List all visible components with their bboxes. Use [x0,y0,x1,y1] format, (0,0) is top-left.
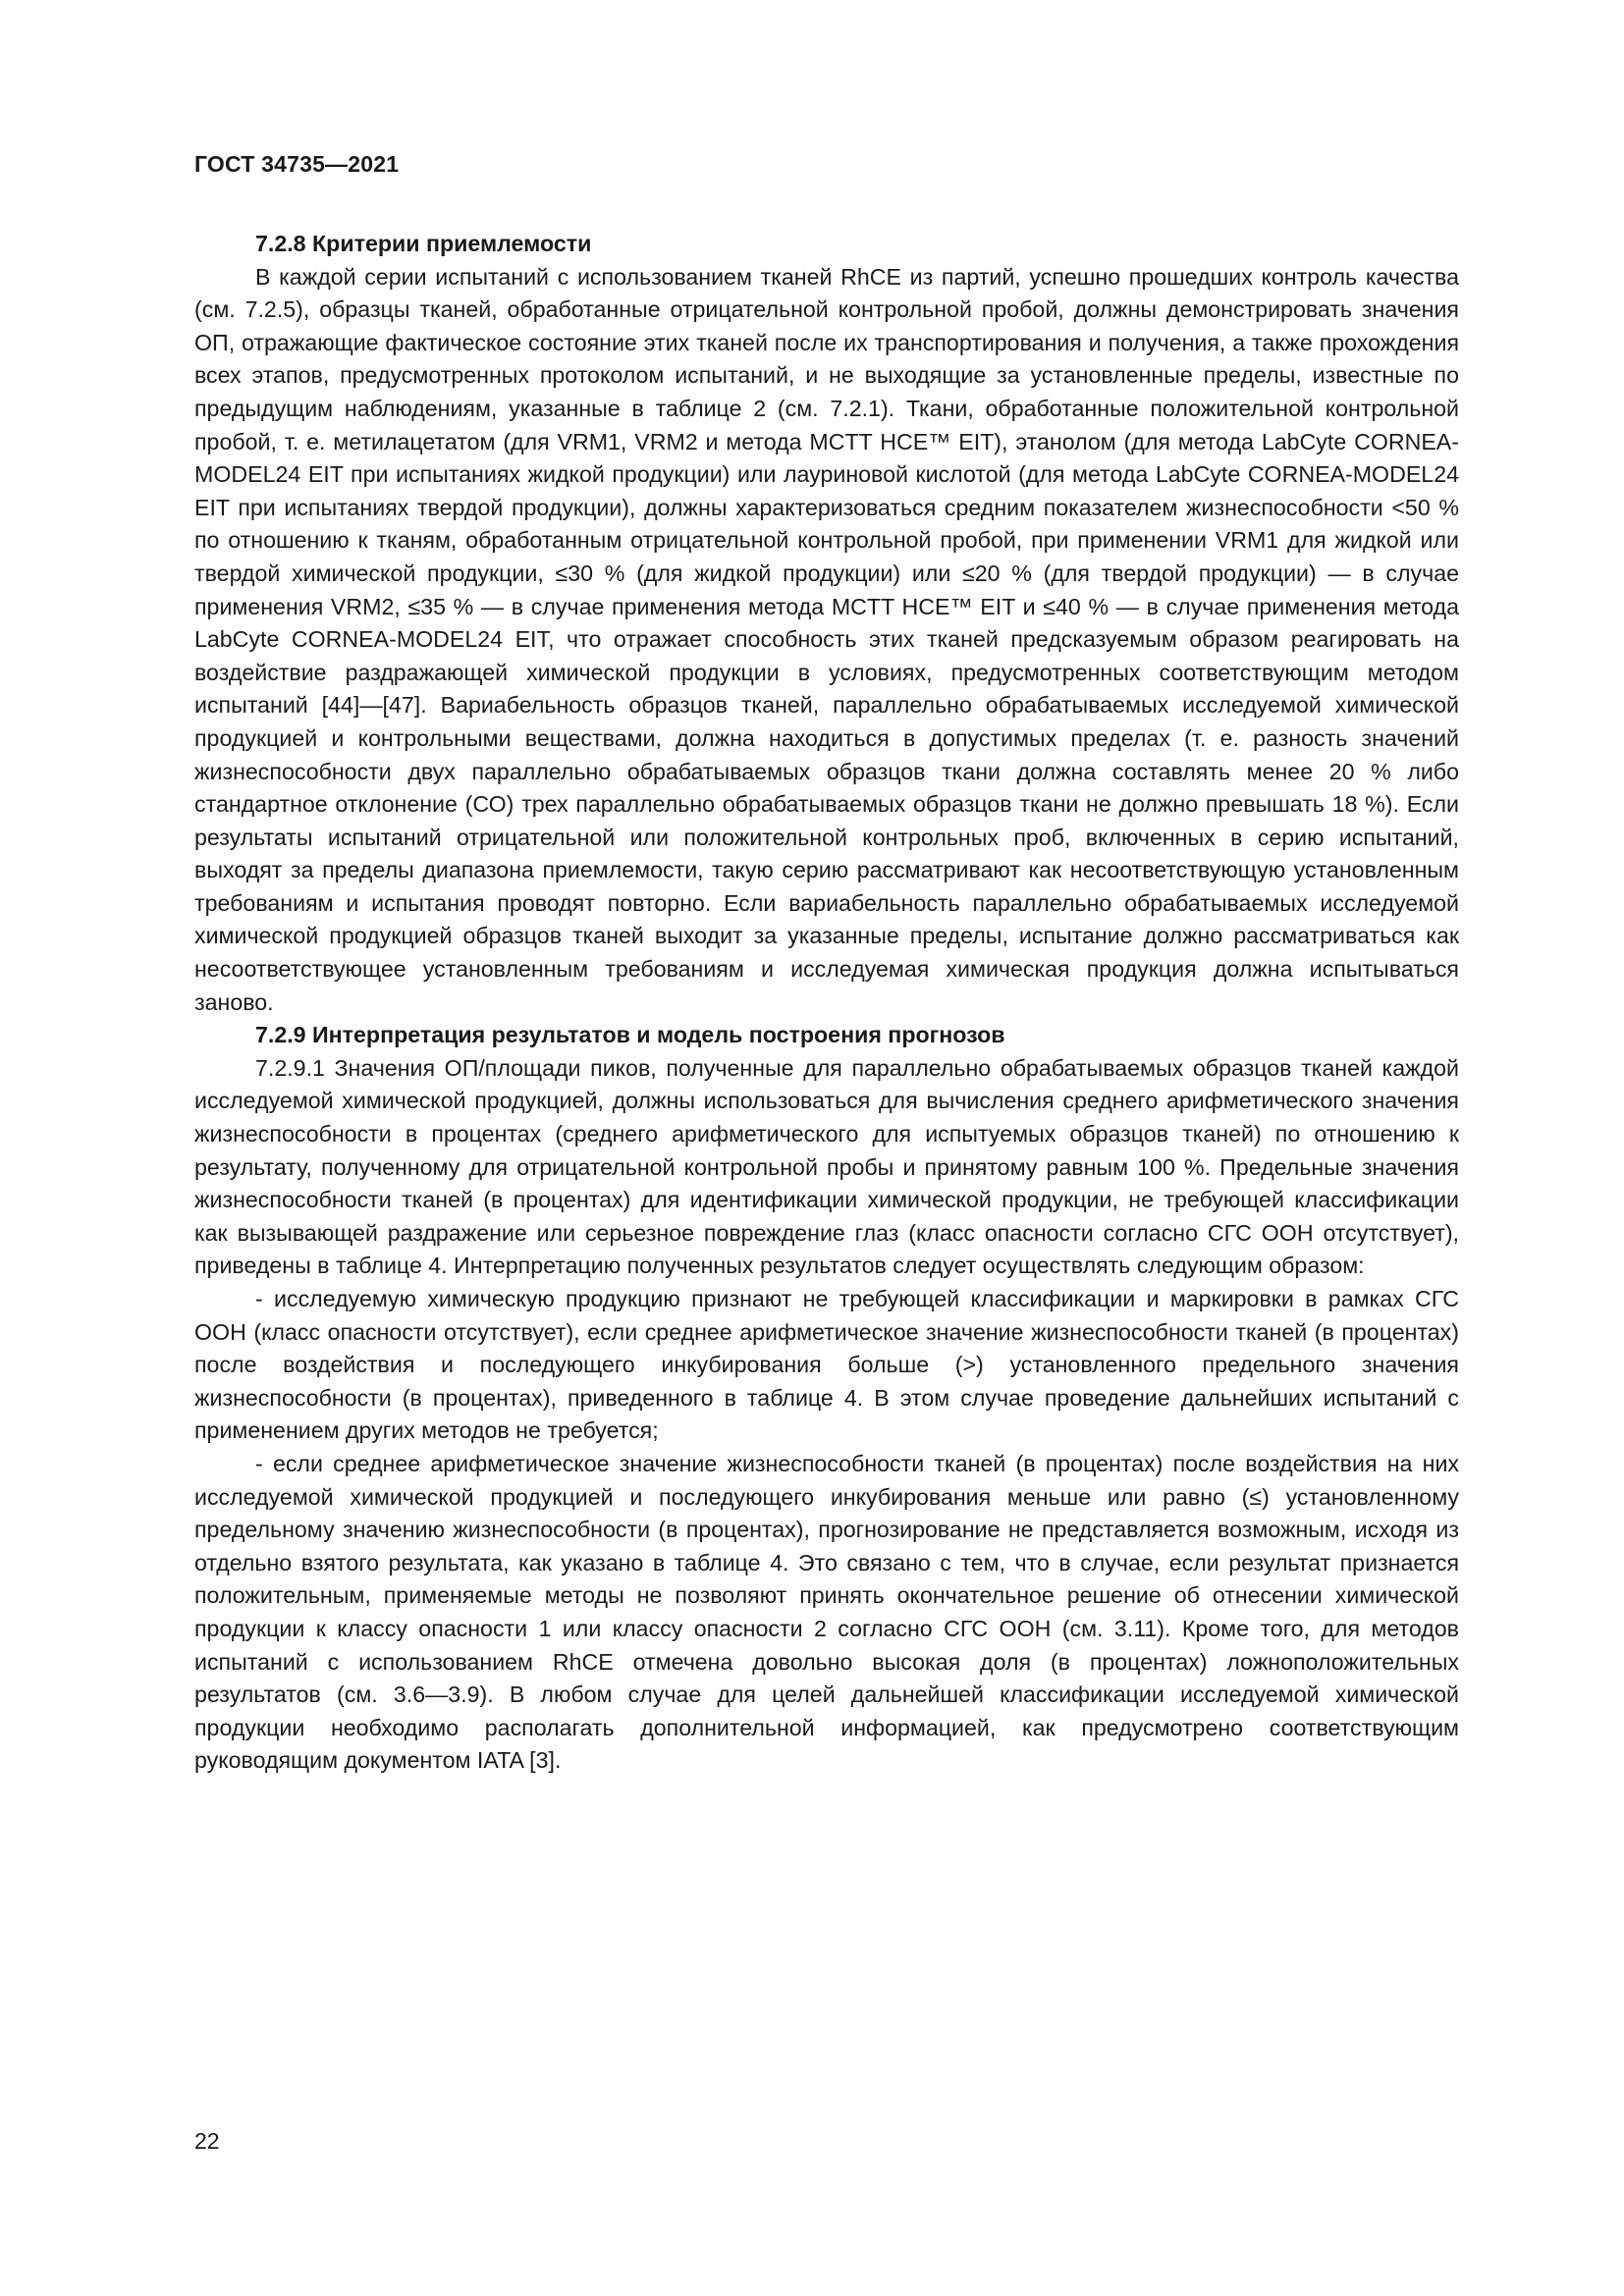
document-body [194,228,1459,1778]
document-code-header: ГОСТ 34735—2021 [194,151,400,177]
paragraph-list-item-2: - если среднее арифметическое значение жизнеспособности тканей (в процентах) после воздействия на них исследуемой химической продукцией и последующего инкубирования меньше или равно (≤) установленному предельному значению жизнеспособности (в процентах), прогнозирование не представляется возможным, исходя из отдельно взятого результата, как указано в таблице 4. Это связано с тем, что в случае, если результат признается положительным, применяемые методы не позволяют принять окончательное решение об отнесении химической продукции к классу опасности 1 или классу опасности 2 согласно СГС ООН (см. 3.11). Кроме того, для методов испытаний с использованием RhCE отмечена довольно высокая доля (в процентах) ложноположительных результатов (см. 3.6—3.9). В любом случае для целей дальнейшей классификации исследуемой химической продукции необходимо располагать дополнительной информацией, как предусмотрено соответствующим руководящим документом IATA [3]. [194,1450,1459,1774]
section-heading-7-2-8: 7.2.8 Критерии приемлемости [255,231,592,256]
paragraph-7-2-9-1: 7.2.9.1 Значения ОП/площади пиков, полученные для параллельно обрабатываемых образцов тканей каждой исследуемой химической продукцией, должны использоваться для вычисления среднего арифметического значения жизнеспособности в процентах (среднего арифметического для испытуемых образцов тканей) по отношению к результату, полученному для отрицательной контрольной пробы и принятому равным 100 %. Предельные значения жизнеспособности тканей (в процентах) для идентификации химической продукции, не требующей классификации как вызывающей раздражение или серьезное повреждение глаз (класс опасности согласно СГС ООН отсутствует), приведены в таблице 4. Интерпретацию полученных результатов следует осуществлять следующим образом: [194,1054,1459,1279]
page-number: 22 [194,2128,220,2154]
paragraph-list-item-1: - исследуемую химическую продукцию признают не требующей классификации и маркировки в рамках СГС ООН (класс опасности отсутствует), если среднее арифметическое значение жизнеспособности тканей (в процентах) после воздействия и последующего инкубирования больше (>) установленного предельного значения жизнеспособности (в процентах), приведенного в таблице 4. В этом случае проведение дальнейших испытаний с применением других методов не требуется; [194,1286,1459,1444]
paragraph-acceptance-criteria: В каждой серии испытаний с использованием тканей RhCE из партий, успешно прошедших контроль качества (см. 7.2.5), образцы тканей, обработанные отрицательной контрольной пробой, должны демонстрировать значения ОП, отражающие фактическое состояние этих тканей после их транспортирования и получения, а также прохождения всех этапов, предусмотренных протоколом испытаний, и не выходящие за установленные пределы, известные по предыдущим наблюдениям, указанные в таблице 2 (см. 7.2.1). Ткани, обработанные положительной контрольной пробой, т. е. метилацетатом (для VRM1, VRM2 и метода MCTT HCE™ EIT), этанолом (для метода LabCyte CORNEA- MODEL24 EIT при испытаниях жидкой продукции) или лауриновой кислотой (для метода LabCyte CORNEA-MODEL24 EIT при испытаниях твердой продукции), должны характеризоваться средним показателем жизнеспособности <50 % по отношению к тканям, обработанным отрицательной контрольной пробой, при применении VRM1 для жидкой или твердой химической продукции, ≤30 % (для жидкой продукции) или ≤20 % (для твердой продукции) — в случае применения VRM2, ≤35 % — в случае применения метода MCTT HCE™ EIT и ≤40 % — в случае применения метода LabCyte CORNEA-MODEL24 EIT, что отражает способность этих тканей предсказуемым образом реагировать на воздействие раздражающей химической продукции в условиях, предусмотренных соответствующим методом испытаний [44]—[47]. Вариабельность образцов тканей, параллельно обрабатываемых исследуемой химической продукцией и контрольными веществами, должна находиться в допустимых пределах (т. е. разность значений жизнеспособности двух параллельно обрабатываемых образцов ткани должна составлять менее 20 % либо стандартное отклонение (СО) трех параллельно обрабатываемых образцов ткани не должно превышать 18 %). Если результаты испытаний отрицательной или положительной контрольных проб, включенных в серию испытаний, выходят за пределы диапазона приемлемости, такую серию рассматривают как несоответствующую установленным требованиям и испытания проводят повторно. Если вариабельность параллельно обрабатываемых исследуемой химической продукцией образцов тканей выходит за указанные пределы, испытание должно рассматриваться как несоответствующее установленным требованиям и исследуемая химическая продукция должна испытываться заново. [194,263,1459,1015]
section-heading-7-2-9: 7.2.9 Интерпретация результатов и модель построения прогнозов [255,1022,1005,1048]
